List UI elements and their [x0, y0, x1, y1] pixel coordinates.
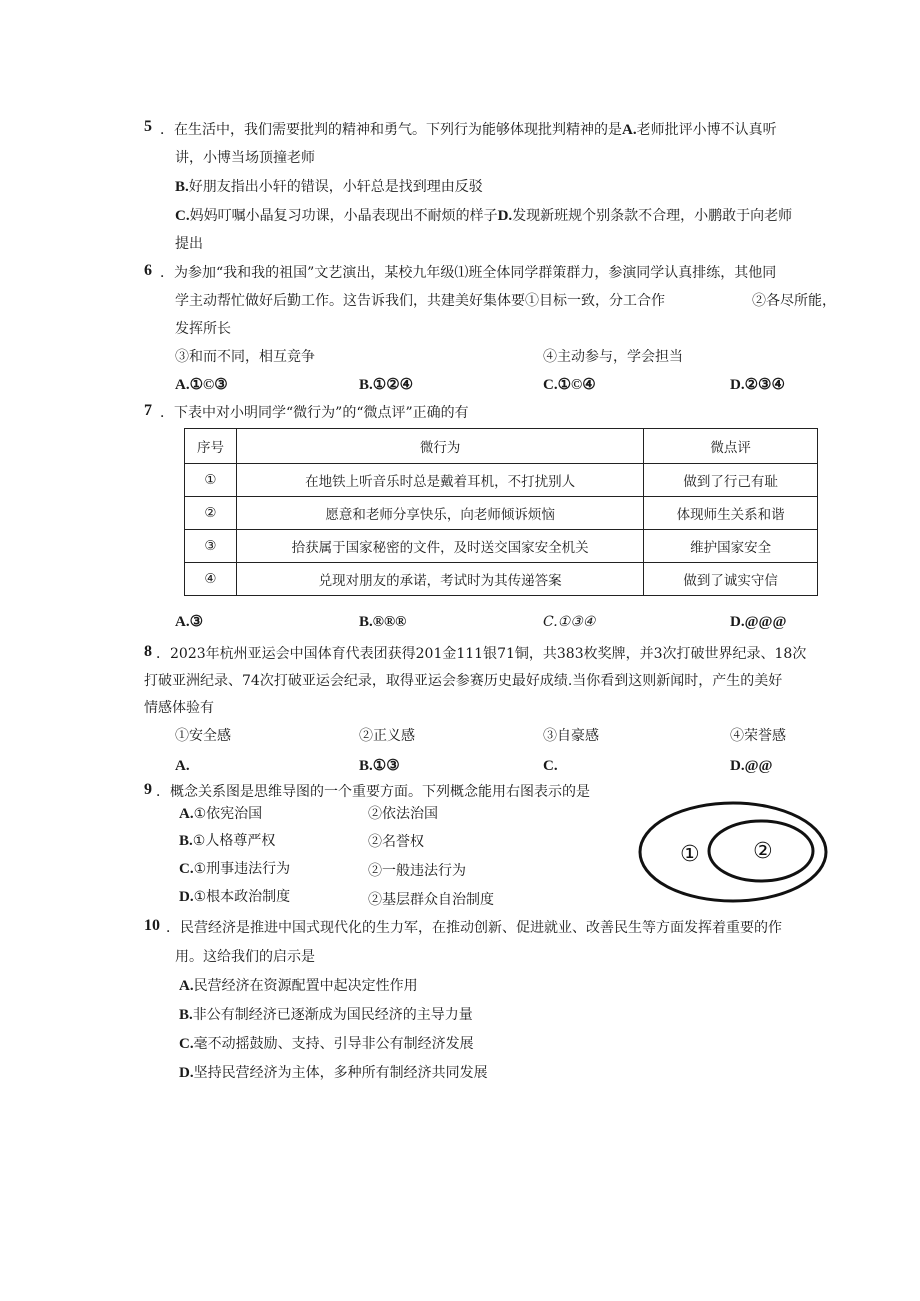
q8-item-1: ①安全感 [175, 728, 231, 744]
q9-option-d-label: D. [179, 889, 194, 905]
q6-option-c[interactable]: C.①©④ [543, 377, 596, 393]
concept-diagram [636, 798, 832, 906]
table-row [185, 464, 818, 497]
q5-option-b[interactable] [175, 177, 483, 197]
q10-option-b-text: 非公有制经济已逐渐成为国民经济的主导力量 [192, 1007, 473, 1023]
q6-item-4: ④主动参与，学会担当 [543, 349, 683, 365]
q6-stem-line3: 发挥所长 [175, 321, 231, 337]
q9-option-a[interactable] [179, 804, 262, 824]
q9-option-b[interactable] [179, 831, 275, 851]
q8-item-2: ②正义感 [359, 728, 415, 744]
q9-option-b-item1: ①人格尊严权 [192, 833, 276, 849]
q6-item-3: ③和而不同，相互竞争 [175, 349, 315, 365]
q8-stem-line1: ．2023年杭州亚运会中国体育代表团获得201金111银71铜，共383枚奖牌，并3次打破世界纪录、18次 [156, 646, 807, 662]
q5-option-c-text[interactable]: 妈妈叮嘱小晶复习功课，小晶表现出不耐烦的样子 [189, 208, 498, 224]
q10-stem-line2: 用。这给我们的启示是 [175, 949, 315, 965]
q7-option-c[interactable]: C.①③④ [543, 614, 596, 630]
q9-option-b-item2: ②名誉权 [368, 834, 424, 850]
table-header-cell: 序号 [185, 429, 237, 464]
table-row [185, 563, 818, 596]
q6-stem-line1: ．为参加“我和我的祖国”文艺演出，某校九年级⑴班全体同学群策群力，参演同学认真排练，其他同 [160, 265, 777, 281]
q10-option-c[interactable] [179, 1034, 474, 1054]
q6-option-b[interactable]: B.①②④ [359, 377, 414, 393]
q10-number: 10 [144, 917, 160, 934]
q5-option-b-text: 好朋友指出小轩的错误，小轩总是找到理由反驳 [188, 179, 483, 195]
q9-option-c-item1: ①刑事违法行为 [193, 861, 291, 877]
q7-stem: ．下表中对小明同学“微行为”的“微点评”正确的有 [160, 405, 469, 421]
q10-option-b-label: B. [179, 1007, 193, 1023]
q8-number: 8 [144, 643, 152, 660]
q10-option-d-text: 坚持民营经济为主体，多种所有制经济共同发展 [193, 1065, 488, 1081]
q9-number: 9 [144, 781, 152, 798]
q8-stem-line2: 打破亚洲纪录、74次打破亚运会纪录，取得亚运会参赛历史最好成绩.当你看到这则新闻时，产生的美好 [144, 673, 783, 689]
q5-option-d-label[interactable]: D. [497, 208, 513, 224]
q5-option-a-text-cont[interactable]: 讲，小博当场顶撞老师 [175, 150, 315, 166]
q9-option-a-item2: ②依法治国 [368, 806, 438, 822]
q10-option-d-label: D. [179, 1065, 194, 1081]
q5-stem [160, 120, 777, 140]
table-cell: ① [185, 464, 237, 497]
q5-option-c-label[interactable]: C. [175, 208, 190, 224]
table-cell: ② [185, 497, 237, 530]
q9-option-a-label: A. [179, 806, 194, 822]
q8-option-d[interactable]: D.@@ [730, 758, 773, 774]
table-header-row [185, 429, 818, 464]
q10-option-a[interactable] [179, 976, 418, 996]
q10-option-a-label: A. [179, 978, 194, 994]
q9-option-d[interactable] [179, 887, 290, 907]
q9-option-b-label: B. [179, 833, 193, 849]
q5-number: 5 [144, 118, 152, 135]
q8-option-c[interactable]: C. [543, 758, 558, 774]
q6-option-a[interactable]: A.①©③ [175, 377, 228, 393]
table-cell: 兑现对朋友的承诺，考试时为其传递答案 [236, 563, 643, 596]
q6-number: 6 [144, 262, 152, 279]
q10-option-a-text: 民营经济在资源配置中起决定性作用 [193, 978, 418, 994]
q5-option-a-text[interactable]: 老师批评小博不认真听 [636, 122, 777, 138]
diagram-label-inner: ② [753, 839, 773, 864]
q7-table [184, 428, 818, 596]
q7-option-a[interactable]: A.③ [175, 614, 204, 630]
q8-option-a[interactable]: A. [175, 758, 190, 774]
table-cell: 拾获属于国家秘密的文件，及时送交国家安全机关 [236, 530, 643, 563]
table-header-cell: 微行为 [236, 429, 643, 464]
q10-option-d[interactable] [179, 1063, 488, 1083]
q9-stem: ．概念关系图是思维导图的一个重要方面。下列概念能用右图表示的是 [156, 784, 590, 800]
table-cell: 做到了诚实守信 [644, 563, 818, 596]
table-cell: ④ [185, 563, 237, 596]
q6-item-2: ②各尽所能， [752, 293, 836, 309]
q9-option-c[interactable] [179, 859, 290, 879]
q10-option-b[interactable] [179, 1005, 473, 1025]
q5-option-cd [175, 206, 792, 226]
q9-option-a-item1: ①依宪治国 [193, 806, 263, 822]
table-row [185, 530, 818, 563]
q9-option-c-label: C. [179, 861, 194, 877]
table-cell: 体现师生关系和谐 [644, 497, 818, 530]
q6-option-d[interactable]: D.②③④ [730, 377, 785, 393]
q7-option-b[interactable]: B.®®® [359, 614, 407, 630]
q7-option-d[interactable]: D.@@@ [730, 614, 787, 630]
table-cell: 做到了行己有耻 [644, 464, 818, 497]
q6-stem-line2: 学主动帮忙做好后勤工作。这告诉我们，共建美好集体要①目标一致，分工合作 [175, 293, 665, 309]
q10-stem-line1: ．民营经济是推进中国式现代化的生力军，在推动创新、促进就业、改善民生等方面发挥着重要的作 [166, 920, 782, 936]
q7-number: 7 [144, 402, 152, 419]
table-cell: 愿意和老师分享快乐，向老师倾诉烦恼 [236, 497, 643, 530]
table-header-cell: 微点评 [644, 429, 818, 464]
q10-option-c-label: C. [179, 1036, 194, 1052]
diagram-label-outer: ① [680, 842, 700, 867]
table-cell: 维护国家安全 [644, 530, 818, 563]
q9-option-d-item1: ①根本政治制度 [193, 889, 291, 905]
q5-option-d-text-cont[interactable]: 提出 [175, 236, 203, 252]
q8-item-4: ④荣誉感 [730, 728, 786, 744]
q5-option-b-label: B. [175, 179, 189, 195]
q8-option-b[interactable]: B.①③ [359, 758, 400, 774]
table-cell: 在地铁上听音乐时总是戴着耳机，不打扰别人 [236, 464, 643, 497]
table-row [185, 497, 818, 530]
q9-option-c-item2: ②一般违法行为 [368, 863, 466, 879]
q5-option-d-text[interactable]: 发现新班规个别条款不合理，小鹏敢于向老师 [512, 208, 793, 224]
q5-stem-text: ．在生活中，我们需要批判的精神和勇气。下列行为能够体现批判精神的是 [160, 122, 622, 138]
table-cell: ③ [185, 530, 237, 563]
q9-option-d-item2: ②基层群众自治制度 [368, 892, 494, 908]
outer-ellipse [640, 803, 826, 901]
q8-stem-line3: 情感体验有 [144, 700, 214, 716]
q5-option-a-label[interactable]: A. [622, 122, 637, 138]
q10-option-c-text: 毫不动摇鼓励、支持、引导非公有制经济发展 [193, 1036, 474, 1052]
q8-item-3: ③自豪感 [543, 728, 599, 744]
